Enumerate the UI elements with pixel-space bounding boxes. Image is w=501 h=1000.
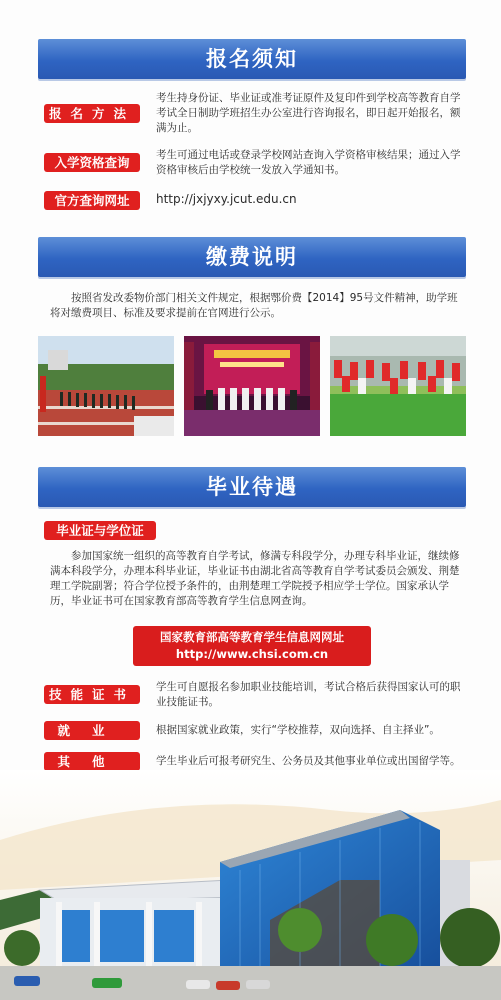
admission-check-text: 考生可通过电话或登录学校网站查询入学资格审核结果；通过入学资格审核后由学校统一发放入学通知书。 xyxy=(156,149,461,176)
tag-other: 其他 xyxy=(44,752,140,771)
stage-event-photo xyxy=(184,336,320,436)
outdoor-activity-photo xyxy=(330,336,466,436)
tag-admission-check: 入学资格查询 xyxy=(44,153,140,172)
chsi-website-box[interactable] xyxy=(133,626,371,666)
section-banner-graduation xyxy=(38,467,466,507)
section-title: 缴费说明 xyxy=(206,245,298,269)
section-banner-fees xyxy=(38,237,466,277)
section-title: 报名须知 xyxy=(206,47,298,71)
section-title: 毕业待遇 xyxy=(206,475,298,499)
tag-registration-method: 报名方法 xyxy=(44,104,140,123)
campus-building-image xyxy=(0,770,501,1000)
chsi-url[interactable]: http://www.chsi.com.cn xyxy=(175,647,329,661)
fees-text: 按照省发改委物价部门相关文件规定，根据鄂价费【2014】95号文件精神，助学班将对缴费项目、标准及要求提前在官网进行公示。 xyxy=(50,292,458,319)
official-site-url[interactable]: http://jxjyxy.jcut.edu.cn xyxy=(156,192,297,206)
tag-employment: 就业 xyxy=(44,721,140,740)
tag-official-site: 官方查询网址 xyxy=(44,191,140,210)
registration-method-text: 考生持身份证、毕业证或准考证原件及复印件到学校高等教育自学考试全日制助学班招生办公室进行咨询报名，即日起开始报名，额满为止。 xyxy=(156,92,461,134)
section-banner-registration xyxy=(38,39,466,79)
chsi-title: 国家教育部高等教育学生信息网网址 xyxy=(160,630,344,644)
tag-diploma-degree: 毕业证与学位证 xyxy=(44,521,156,540)
employment-text: 根据国家就业政策，实行“学校推荐，双向选择、自主择业”。 xyxy=(156,724,440,736)
tag-skill-certificate: 技能证书 xyxy=(44,685,140,704)
skill-certificate-text: 学生可自愿报名参加职业技能培训，考试合格后获得国家认可的职业技能证书。 xyxy=(156,681,461,708)
other-text: 学生毕业后可报考研究生、公务员及其他事业单位或出国留学等。 xyxy=(156,755,461,767)
military-training-photo xyxy=(38,336,174,436)
diploma-degree-text: 参加国家统一组织的高等教育自学考试，修满专科段学分，办理专科毕业证，继续修满本科段学分，办理本科毕业证，毕业证书由湖北省高等教育自学考试委员会颁发、荆楚理工学院副署；符合学位授予条件的，由荆楚理工学院授予相应学士学位。国家承认学历，毕业证书可在国家教育部高等教育学生信息网查询。 xyxy=(50,550,460,607)
